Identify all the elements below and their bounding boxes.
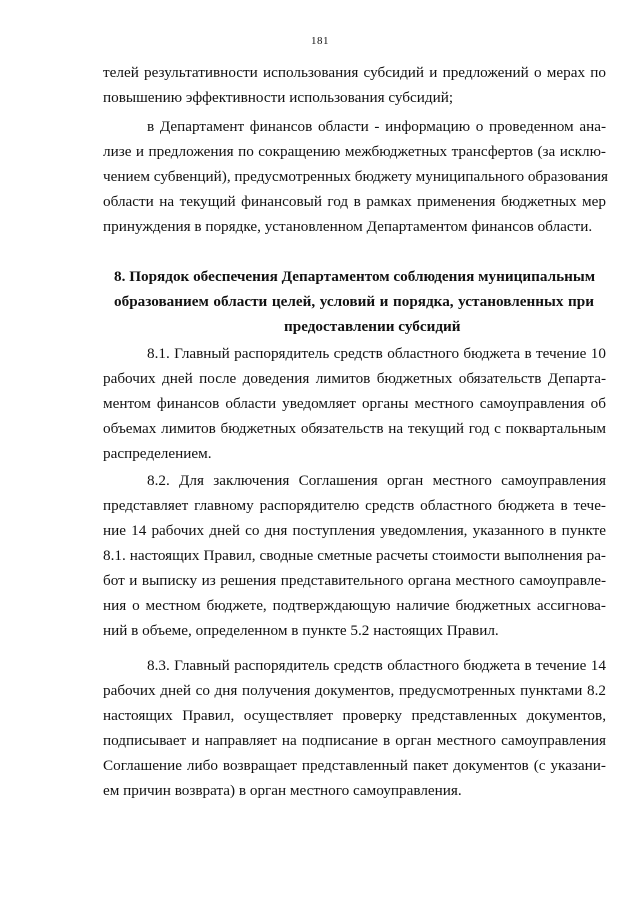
- section-heading-line: образованием области целей, условий и порядка, установленных при: [114, 293, 594, 310]
- section-heading-line: 8. Порядок обеспечения Департаментом соблюдения муниципальным: [114, 268, 596, 285]
- text-line: подписывает и направляет на подписание в орган местного самоуправления: [103, 732, 606, 749]
- text-line: принуждения в порядке, установленном Департаментом финансов области.: [103, 218, 593, 235]
- text-line: рабочих дней после доведения лимитов бюджетных обязательств Департа-: [103, 370, 606, 387]
- text-line: Соглашение либо возвращает представленный пакет документов (с указани-: [103, 757, 606, 774]
- text-line: представляет главному распорядителю средств областного бюджета в тече-: [103, 497, 606, 514]
- text-line: области на текущий финансовый год в рамках применения бюджетных мер: [103, 193, 606, 210]
- text-line: ний в объеме, определенном в пункте 5.2 настоящих Правил.: [103, 622, 499, 639]
- text-line: 8.1. Главный распорядитель средств областного бюджета в течение 10: [147, 345, 606, 362]
- text-line: ем причин возврата) в орган местного самоуправления.: [103, 782, 462, 799]
- text-line: ния о местном бюджете, подтверждающую наличие бюджетных ассигнова-: [103, 597, 606, 614]
- text-line: в Департамент финансов области - информацию о проведенном ана-: [147, 118, 606, 135]
- text-line: чением субвенций), предусмотренных бюджету муниципального образования: [103, 168, 608, 185]
- text-line: бот и выписку из решения представительного органа местного самоуправле-: [103, 572, 606, 589]
- text-line: ментом финансов области уведомляет органы местного самоуправления об: [103, 395, 606, 412]
- section-heading-line: предоставлении субсидий: [284, 318, 461, 335]
- text-line: 8.3. Главный распорядитель средств областного бюджета в течение 14: [147, 657, 606, 674]
- text-line: ние 14 рабочих дней со дня поступления уведомления, указанного в пункте: [103, 522, 606, 539]
- text-line: объемах лимитов бюджетных обязательств на текущий год с поквартальным: [103, 420, 606, 437]
- text-line: повышению эффективности использования субсидий;: [103, 89, 454, 106]
- page-number: 181: [311, 35, 329, 47]
- text-line: распределением.: [103, 445, 212, 462]
- text-line: 8.2. Для заключения Соглашения орган местного самоуправления: [147, 472, 606, 489]
- text-line: настоящих Правил, осуществляет проверку представленных документов,: [103, 707, 606, 724]
- text-line: рабочих дней со дня получения документов, предусмотренных пунктами 8.2: [103, 682, 606, 699]
- text-line: телей результативности использования субсидий и предложений о мерах по: [103, 64, 606, 81]
- text-line: лизе и предложения по сокращению межбюджетных трансфертов (за исклю-: [103, 143, 606, 160]
- text-line: 8.1. настоящих Правил, сводные сметные расчеты стоимости выполнения ра-: [103, 547, 606, 564]
